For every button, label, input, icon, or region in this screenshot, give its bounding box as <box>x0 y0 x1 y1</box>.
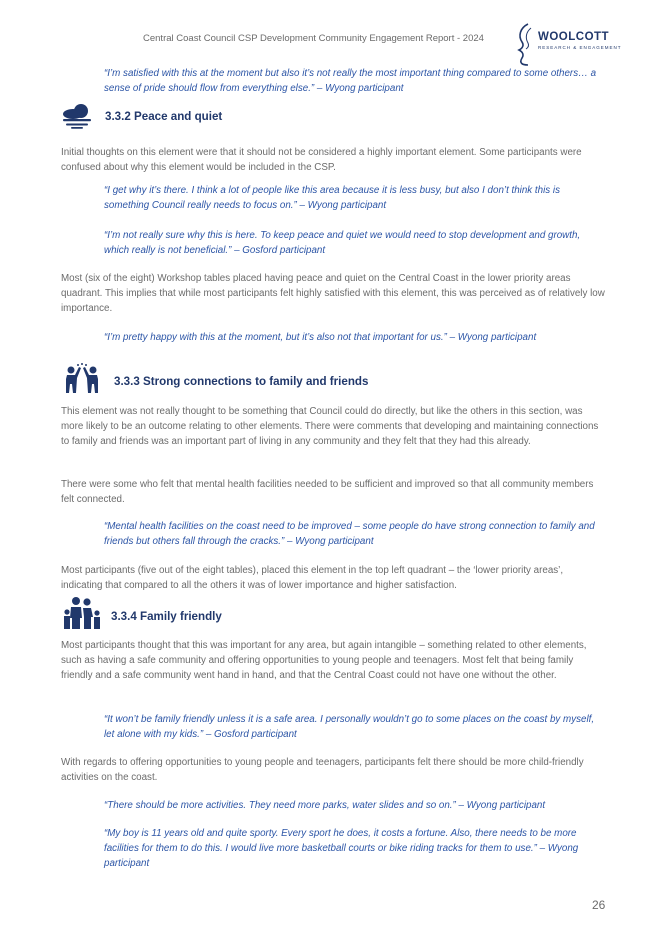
section-quote: “My boy is 11 years old and quite sporty. Every sport he does, it costs a fortune. Also, there needs to be more facilities for them to do this. I would live more basketball courts or bike riding tracks for them to use.” – Wyong participant <box>104 828 579 869</box>
section-quote: “Mental health facilities on the coast need to be improved – some people do have strong connection to family and friends but others fall through the cracks.” – Wyong participant <box>104 521 595 547</box>
section-paragraph: This element was not really thought to be something that Council could do directly, but like the others in this section, was more likely to be an outcome relating to other elements. There were comments that developing and maintaining connections to family and friends was an important part of living in any community and they felt that they had this already. <box>61 406 599 447</box>
section-quote: “I get why it’s there. I think a lot of people like this area because it is less busy, but also I don’t think this is something Council really needs to focus on.” – Wyong participant <box>104 185 560 211</box>
section-paragraph: Most (six of the eight) Workshop tables placed having peace and quiet on the Central Coast in the lower priority areas quadrant. This implies that while most participants felt highly satisfied with this element, this was perceived as of relatively low importance. <box>61 273 605 314</box>
logo-name: WOOLCOTT <box>538 31 610 43</box>
quote-top: “I’m satisfied with this at the moment but also it’s not really the most important thing compared to some others… a sense of pride should flow from everything else.” – Wyong participant <box>104 68 597 94</box>
section-paragraph: With regards to offering opportunities to young people and teenagers, participants felt there should be more child-friendly activities on the coast. <box>61 757 584 783</box>
section-paragraph: Most participants (five out of the eight tables), placed this element in the top left quadrant – the ‘lower priority areas’, indicating that compared to all the others it was of lower importance and higher satisfaction. <box>61 565 564 591</box>
section-paragraph: Initial thoughts on this element were that it should not be considered a highly important element. Some participants were confused about why this element would be included in the CSP. <box>61 147 582 173</box>
logo-tagline: RESEARCH & ENGAGEMENT <box>538 45 622 50</box>
report-title: Central Coast Council CSP Development Community Engagement Report - 2024 <box>143 33 484 44</box>
section-quote: “I’m not really sure why this is here. To keep peace and quiet we would need to stop development and growth, which really is not beneficial.” – Gosford participant <box>104 230 581 256</box>
family-icon <box>62 596 102 630</box>
section-quote: “There should be more activities. They need more parks, water slides and so on.” – Wyong participant <box>104 800 546 811</box>
logo-bracket-icon <box>514 22 536 66</box>
peace-quiet-icon <box>61 101 93 129</box>
section-paragraph: Most participants thought that this was important for any area, but again intangible – something related to other elements, such as having a safe community and offering opportunities to young people and teenagers. Most felt that being family friendly and a safe community went hand in hand, and that the Central Coast could not have one without the other. <box>61 640 587 681</box>
woolcott-logo <box>514 22 622 66</box>
family-friends-icon <box>62 362 102 394</box>
section-heading-family-friendly: 3.3.4 Family friendly <box>111 610 222 623</box>
section-quote: “I’m pretty happy with this at the moment, but it’s also not that important for us.” – Wyong participant <box>104 332 537 343</box>
section-paragraph: There were some who felt that mental health facilities needed to be sufficient and improved so that all community members felt connected. <box>61 479 594 505</box>
section-heading-family-friends: 3.3.3 Strong connections to family and friends <box>114 375 369 388</box>
section-quote: “It won’t be family friendly unless it is a safe area. I personally wouldn’t go to some places on the coast by myself, let alone with my kids.” – Gosford participant <box>104 714 595 740</box>
page-number: 26 <box>592 898 606 912</box>
section-heading-peace-quiet: 3.3.2 Peace and quiet <box>105 110 223 123</box>
page-header <box>0 30 669 70</box>
